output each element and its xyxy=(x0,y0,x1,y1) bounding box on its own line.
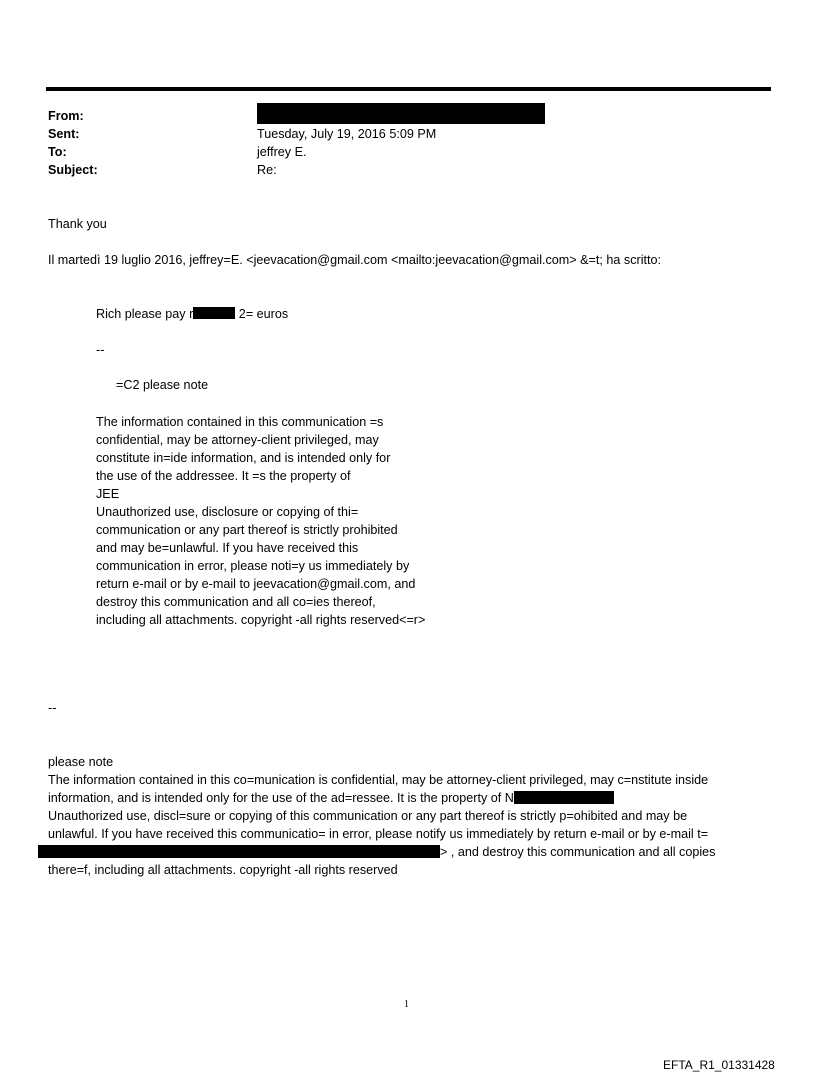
footer-line-text: > , and destroy this communication and all copies xyxy=(440,845,716,859)
subject-value: Re: xyxy=(257,163,277,177)
amount-redaction xyxy=(193,307,235,319)
quoted-disclaimer xyxy=(96,413,425,629)
pay-line xyxy=(96,306,288,324)
disclaimer-line: communication or any part thereof is strictly prohibited xyxy=(96,523,398,537)
subject-label: Subject: xyxy=(48,163,98,177)
footer-note: please note xyxy=(48,755,114,769)
footer-disclaimer xyxy=(48,753,715,879)
pay-suffix: 2= euros xyxy=(235,307,289,321)
footer-line xyxy=(48,789,715,807)
to-label: To: xyxy=(48,145,67,159)
c2-note: =C2 please note xyxy=(116,378,209,392)
property-redaction xyxy=(514,791,614,804)
from-redaction xyxy=(257,103,545,124)
disclaimer-line: including all attachments. copyright -all rights reserved<=r> xyxy=(96,613,426,627)
footer-line: The information contained in this co=munication is confidential, may be attorney-client privileged, may c=nstitute inside xyxy=(48,773,709,787)
dashes-1: -- xyxy=(96,343,105,357)
thanks-line: Thank you xyxy=(48,217,107,231)
from-label: From: xyxy=(48,109,84,123)
disclaimer-line: The information contained in this communication =s xyxy=(96,415,384,429)
document-id: EFTA_R1_01331428 xyxy=(663,1058,775,1072)
pay-prefix: Rich please pay r xyxy=(96,307,194,321)
disclaimer-line: Unauthorized use, disclosure or copying of thi= xyxy=(96,505,359,519)
disclaimer-line: communication in error, please noti=y us immediately by xyxy=(96,559,410,573)
sent-label: Sent: xyxy=(48,127,80,141)
quote-intro: Il martedì 19 luglio 2016, jeffrey=E. <jeevacation@gmail.com <mailto:jeevacation@gmail.com> &=t; ha scritto: xyxy=(48,253,661,267)
to-value: jeffrey E. xyxy=(257,145,307,159)
footer-line: unlawful. If you have received this communicatio= in error, please notify us immediately by return e-mail or by e-mail t= xyxy=(48,827,709,841)
disclaimer-line: confidential, may be attorney-client privileged, may xyxy=(96,433,379,447)
footer-line xyxy=(38,843,715,861)
disclaimer-line: return e-mail or by e-mail to jeevacation@gmail.com, and xyxy=(96,577,416,591)
footer-line: Unauthorized use, discl=sure or copying of this communication or any part thereof is strictly p=ohibited and may be xyxy=(48,809,688,823)
email-redaction xyxy=(38,845,440,858)
page-number: 1 xyxy=(404,999,409,1010)
dashes-2: -- xyxy=(48,701,57,715)
sent-value: Tuesday, July 19, 2016 5:09 PM xyxy=(257,127,437,141)
header-rule xyxy=(46,87,771,91)
disclaimer-line: constitute in=ide information, and is intended only for xyxy=(96,451,391,465)
footer-line: there=f, including all attachments. copyright -all rights reserved xyxy=(48,863,398,877)
disclaimer-line: the use of the addressee. It =s the property of xyxy=(96,469,351,483)
disclaimer-line: destroy this communication and all co=ies thereof, xyxy=(96,595,376,609)
footer-line-text: information, and is intended only for the use of the ad=ressee. It is the property of N xyxy=(48,791,514,805)
disclaimer-line: JEE xyxy=(96,487,120,501)
disclaimer-line: and may be=unlawful. If you have received this xyxy=(96,541,359,555)
